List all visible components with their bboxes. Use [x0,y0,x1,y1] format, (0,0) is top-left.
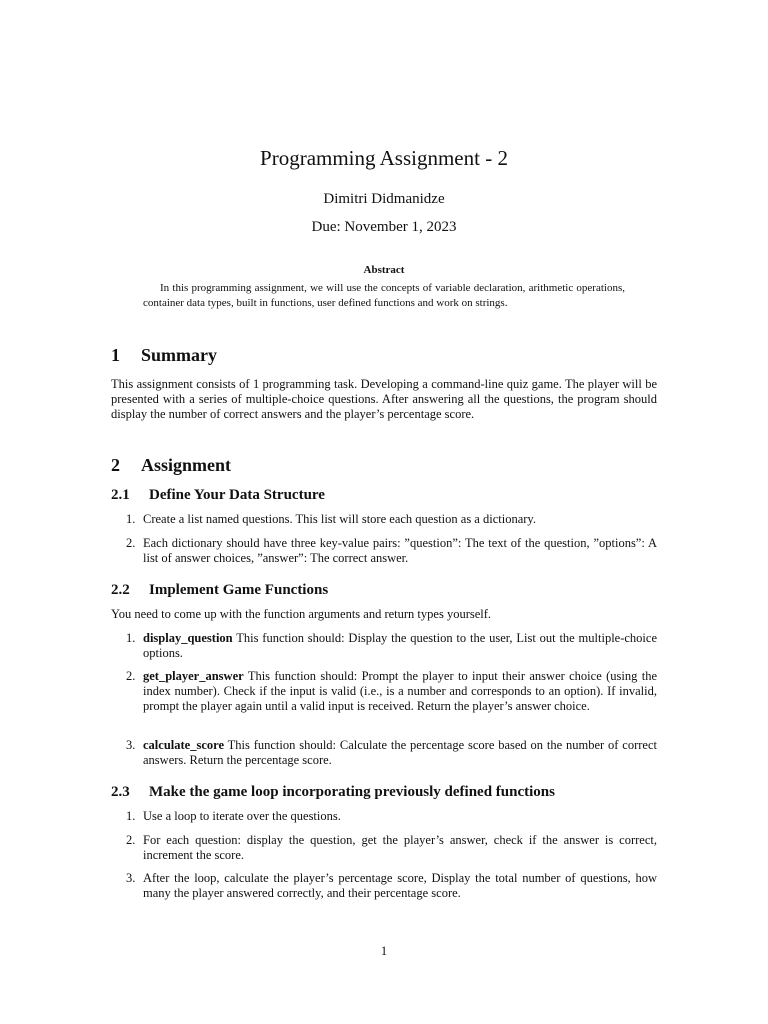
list-item-text: For each question: display the question, get the player’s answer, check if the answer is correct, increment the score. [143,833,657,862]
abstract-text: In this programming assignment, we will use the concepts of variable declaration, arithmetic operations, container data types, built in functions, user defined functions and work on strings. [143,282,625,309]
author-name: Dimitri Didmanidze [323,191,445,207]
section-number: 1 [111,345,120,365]
list-item-text: Each dictionary should have three key-value pairs: ”question”: The text of the question, ”options”: A list of answer choices, ”answer”: The correct answer. [143,536,657,565]
list-marker: 1. [126,512,136,526]
subsection-game-loop-heading [111,784,555,801]
list-item-text: After the loop, calculate the player’s percentage score, Display the total number of questions, how many the player answered correctly, and their percentage score. [143,871,657,900]
list-item [126,536,657,566]
subsection-game-functions-heading [111,582,328,599]
subsection-number: 2.1 [111,487,130,503]
list-marker: 1. [126,631,136,645]
subsection-title: Make the game loop incorporating previously defined functions [149,784,555,800]
function-name: calculate_score [143,738,224,752]
list-item-text: This function should: Prompt the player to input their answer choice (using the index number). Check if the input is valid (i.e., is a number and corresponds to an option). If invalid, prompt the player again until a valid input is received. Return the player’s answer choice. [143,669,657,713]
list-marker: 3. [126,738,136,752]
summary-paragraph: This assignment consists of 1 programming task. Developing a command-line quiz game. The player will be presented with a series of multiple-choice questions. After answering all the questions, the program should display the number of correct answers and the player’s percentage score. [111,377,657,421]
list-marker: 3. [126,871,136,885]
list-item [126,669,657,713]
due-date: Due: November 1, 2023 [311,219,457,235]
list-item [126,631,657,661]
subsection-data-structure-heading [111,487,325,504]
list-item [126,738,657,768]
function-name: display_question [143,631,233,645]
section-summary-heading [111,345,217,366]
list-marker: 2. [126,669,136,683]
list-marker: 2. [126,833,136,847]
subsection-title: Define Your Data Structure [149,487,325,503]
function-name: get_player_answer [143,669,244,683]
section-assignment-heading [111,455,231,476]
page-number: 1 [380,944,388,958]
subsection-number: 2.2 [111,582,130,598]
section-title: Summary [141,345,217,365]
list-item-text: Use a loop to iterate over the questions. [143,809,341,823]
list-marker: 2. [126,536,136,550]
list-item-text: This function should: Calculate the percentage score based on the number of correct answers. Return the percentage score. [143,738,657,767]
game-functions-intro: You need to come up with the function arguments and return types yourself. [111,607,492,621]
list-item [126,871,657,901]
list-item-text: Create a list named questions. This list will store each question as a dictionary. [143,512,536,526]
section-title: Assignment [141,455,232,475]
list-item [126,512,657,527]
list-item-text: This function should: Display the question to the user, List out the multiple-choice options. [143,631,657,660]
abstract-heading: Abstract [363,264,405,276]
list-item [126,809,657,824]
section-number: 2 [111,455,120,475]
document-title: Programming Assignment - 2 [260,146,508,170]
list-item [126,833,657,863]
subsection-title: Implement Game Functions [149,582,329,598]
subsection-number: 2.3 [111,784,130,800]
list-marker: 1. [126,809,136,823]
